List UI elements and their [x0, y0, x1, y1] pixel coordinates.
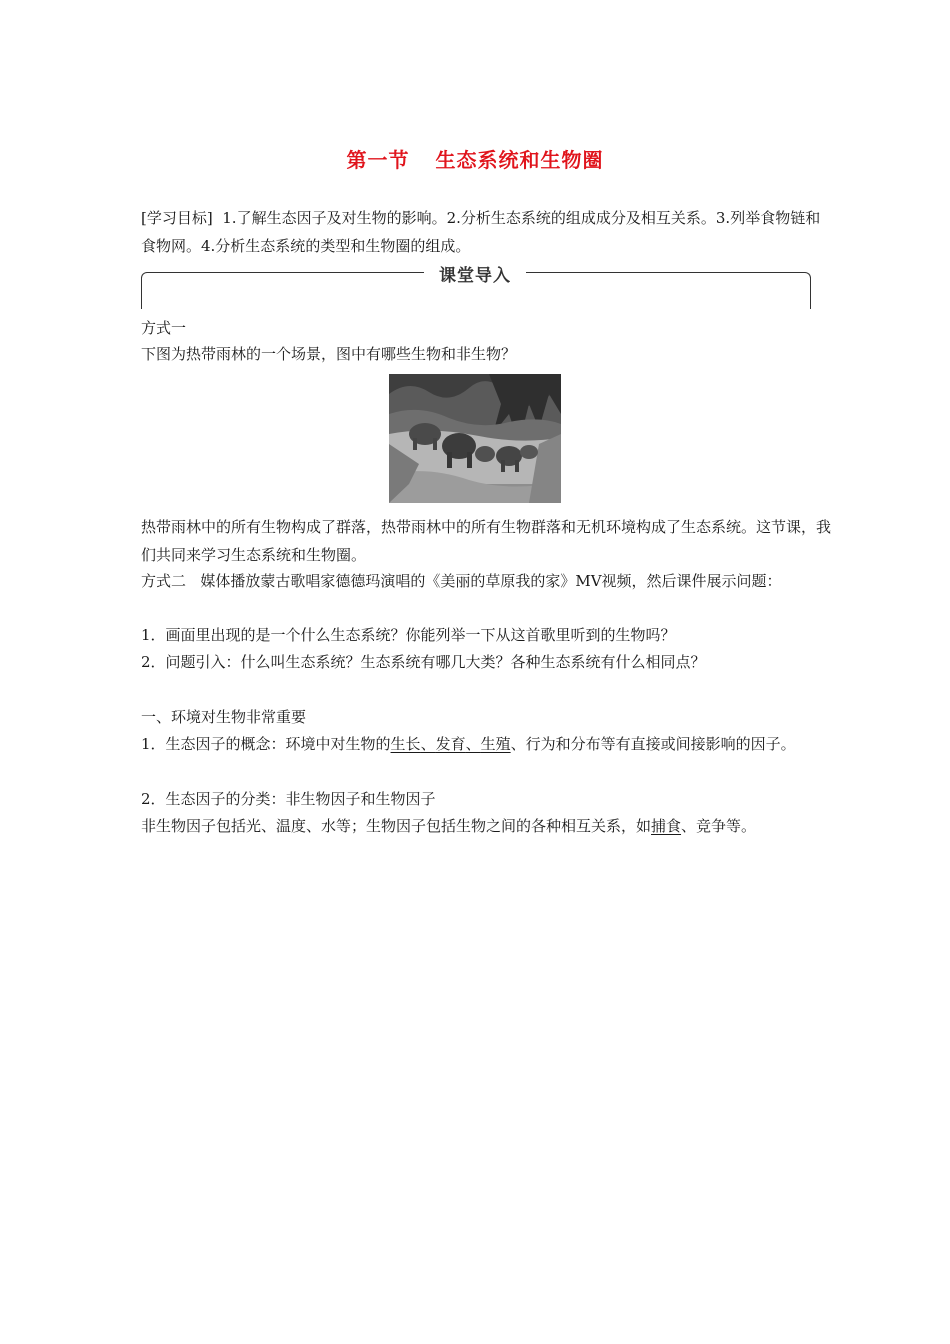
blank-separator: 、: [420, 735, 436, 753]
method1-heading: 方式一: [141, 319, 187, 337]
method2-block: [141, 567, 821, 595]
classification-heading: 2．生态因子的分类：非生物因子和生物因子: [141, 790, 436, 808]
section-header: 课堂导入: [424, 261, 526, 286]
method2-intro: 媒体播放蒙古歌唱家德德玛演唱的《美丽的草原我的家》MV视频，然后课件展示问题：: [200, 572, 782, 590]
page-title: [0, 144, 950, 173]
definition-suffix: 、行为和分布等有直接或间接影响的因子。: [510, 735, 796, 753]
title-section-number: 第一节: [346, 148, 410, 172]
part1-heading: 一、环境对生物非常重要: [141, 708, 307, 726]
ecological-factor-definition: [141, 730, 821, 758]
objectives-text: 1.了解生态因子及对生物的影响。2.分析生态系统的组成成分及相互关系。3.列举食物链和食物网。4.分析生态系统的类型和生物圈的组成。: [141, 209, 821, 255]
definition-prefix: 1．生态因子的概念：环境中对生物的: [141, 735, 391, 753]
blank-growth: 生长: [390, 735, 421, 753]
objectives-label: [学习目标]: [141, 209, 213, 227]
learning-objectives: [141, 204, 821, 260]
method1-explanation: 热带雨林中的所有生物构成了群落，热带雨林中的所有生物群落和无机环境构成了生态系统。这节课，我们共同来学习生态系统和生物圈。: [141, 518, 832, 564]
method2-question-1: 1．画面里出现的是一个什么生态系统？你能列举一下从这首歌里听到的生物吗？: [141, 626, 676, 644]
blank-predation: 捕食: [651, 817, 682, 835]
title-text: 生态系统和生物圈: [435, 148, 604, 172]
blank-development: 发育: [435, 735, 466, 753]
classification-prefix: 非生物因子包括光、温度、水等；生物因子包括生物之间的各种相互关系，如: [141, 817, 652, 835]
blank-separator: 、: [465, 735, 481, 753]
rainforest-elephants-photo: [389, 374, 561, 503]
method1-question: 下图为热带雨林的一个场景，图中有哪些生物和非生物？: [141, 345, 517, 363]
method2-question-2: 2．问题引入：什么叫生态系统？生态系统有哪几大类？各种生态系统有什么相同点？: [141, 653, 706, 671]
classification-detail: [141, 812, 831, 840]
blank-reproduction: 生殖: [480, 735, 511, 753]
classification-suffix: 、竞争等。: [681, 817, 757, 835]
method2-heading: 方式二: [141, 572, 187, 590]
